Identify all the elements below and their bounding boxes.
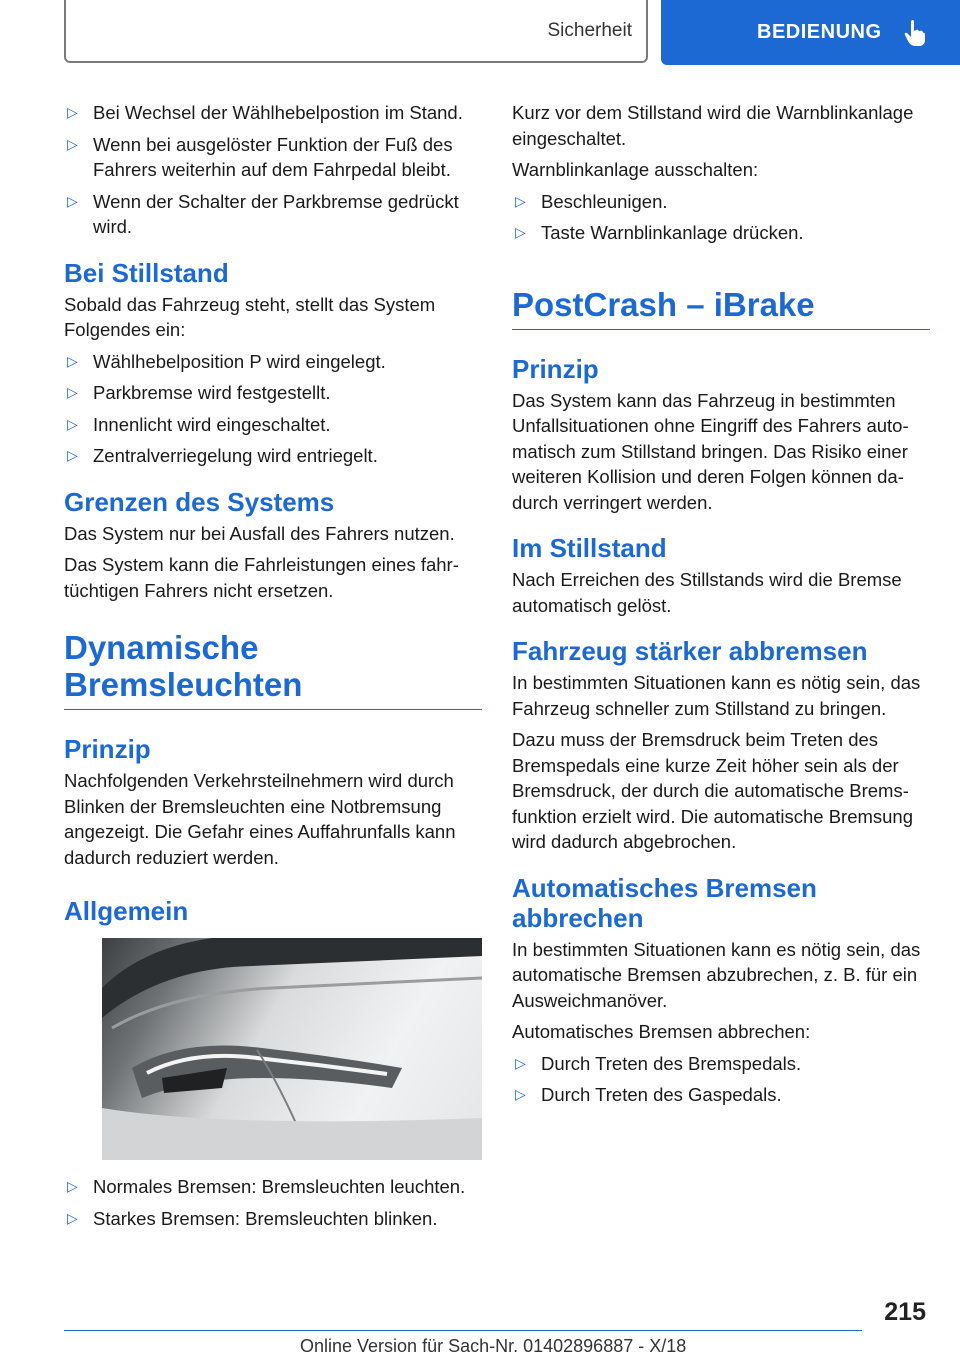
header-chapter-tab <box>661 0 960 65</box>
paragraph: In bestimmten Situationen kann es nötig sein, das Fahrzeug schneller zum Stillstand zu bringen. <box>512 672 921 719</box>
header-section-tab <box>64 0 648 63</box>
heading-prinzip: Prinzip <box>512 353 599 384</box>
intro-list <box>64 100 482 240</box>
triangle-bullet-icon: ▷ <box>515 224 526 240</box>
abbrechen-list <box>512 1051 930 1108</box>
list-item: ▷ Wählhebelposition P wird eingelegt. <box>64 349 482 375</box>
page-number: 215 <box>884 1298 926 1326</box>
paragraph: Nachfolgenden Verkehrsteilnehmern wird durch Blinken der Bremsleuchten eine Notbremsung angezeigt. Die Gefahr eines Auffahrunfalls kann dadurch reduziert werden. <box>64 770 456 868</box>
paragraph: Automatisches Bremsen abbrechen: <box>512 1021 811 1042</box>
footer-online-version: Online Version für Sach-Nr. 01402896887 - X/18 <box>300 1336 687 1356</box>
list-item: ▷ Taste Warnblinkanlage drücken. <box>512 220 930 246</box>
paragraph: Das System nur bei Ausfall des Fahrers nutzen. <box>64 522 455 544</box>
heading-bei-stillstand: Bei Stillstand <box>64 257 229 288</box>
list-item: ▷ Wenn bei ausgelöster Funktion der Fuß des Fahrers weiterhin auf dem Fahrpedal bleibt. <box>67 133 453 180</box>
paragraph: Das System kann das Fahrzeug in bestimmten Unfallsituationen ohne Eingriff des Fahrers automatisch zum Stillstand bringen. Das Risiko einer weiteren Kollision und deren Folgen können dadurch verringert werden. <box>512 389 909 513</box>
heading-prinzip: Prinzip <box>64 734 151 764</box>
footer-divider <box>64 1330 862 1331</box>
triangle-bullet-icon: ▷ <box>515 192 526 209</box>
paragraph: Das System kann die Fahrleistungen eines fahrtüchtigen Fahrers nicht ersetzen. <box>64 554 459 601</box>
paragraph: Warnblinkanlage ausschalten: <box>512 159 759 180</box>
right-column <box>512 100 930 1114</box>
heading-automatisches-bremsen-abbrechen: Automatisches Bremsen abbrechen <box>512 872 817 933</box>
list-item: ▷ Wenn der Schalter der Parkbremse gedrückt wird. <box>67 190 459 237</box>
triangle-bullet-icon: ▷ <box>67 1178 78 1194</box>
header-section-label: Sicherheit <box>547 19 632 41</box>
triangle-bullet-icon: ▷ <box>67 1209 78 1226</box>
heading-postcrash-ibrake: PostCrash – iBrake <box>512 286 930 330</box>
warnblink-list <box>512 189 930 246</box>
triangle-bullet-icon: ▷ <box>67 384 78 400</box>
triangle-bullet-icon: ▷ <box>67 415 78 432</box>
allgemein-list <box>64 1174 482 1231</box>
list-item: ▷ Zentralverriegelung wird entriegelt. <box>64 443 482 469</box>
heading-im-stillstand: Im Stillstand <box>512 533 667 563</box>
triangle-bullet-icon: ▷ <box>67 104 78 120</box>
list-item: ▷ Normales Bremsen: Bremsleuchten leuchten. <box>64 1174 482 1200</box>
triangle-bullet-icon: ▷ <box>515 1054 526 1071</box>
list-item: ▷ Durch Treten des Bremspedals. <box>512 1051 930 1077</box>
heading-fahrzeug-staerker-abbremsen: Fahrzeug stärker abbremsen <box>512 636 868 666</box>
paragraph: In bestimmten Situationen kann es nötig sein, das automatische Bremsen abzubrechen, z. B. für ein Ausweichmanöver. <box>512 938 921 1011</box>
list-item: ▷ Parkbremse wird festgestellt. <box>64 380 482 406</box>
triangle-bullet-icon: ▷ <box>67 352 78 369</box>
list-item: ▷ Beschleunigen. <box>512 189 930 215</box>
header-chapter-label: BEDIENUNG <box>757 21 882 43</box>
triangle-bullet-icon: ▷ <box>67 447 78 463</box>
triangle-bullet-icon: ▷ <box>67 192 78 209</box>
list-item: ▷ Bei Wechsel der Wählhebelpostion im Stand. <box>64 100 482 126</box>
heading-allgemein: Allgemein <box>64 896 189 926</box>
hand-pointer-icon <box>904 19 926 47</box>
paragraph: Nach Erreichen des Stillstands wird die Bremse automatisch gelöst. <box>512 569 902 616</box>
triangle-bullet-icon: ▷ <box>67 135 78 152</box>
list-item: ▷ Durch Treten des Gaspedals. <box>512 1082 930 1108</box>
paragraph: Sobald das Fahrzeug steht, stellt das System Folgendes ein: <box>64 293 436 340</box>
heading-dynamische-bremsleuchten: Dynamische Bremsleuchten <box>64 629 482 710</box>
stillstand-list <box>64 349 482 469</box>
triangle-bullet-icon: ▷ <box>515 1086 526 1102</box>
paragraph: Dazu muss der Bremsdruck beim Treten des Bremspedals eine kurze Zeit höher sein als der Bremsdruck, der durch die automatische Bremsfunktion erzielt wird. Die automatische Bremsung wird dadurch abgebrochen. <box>512 729 914 852</box>
paragraph: Kurz vor dem Stillstand wird die Warnblinkanlage eingeschaltet. <box>512 102 914 149</box>
list-item: ▷ Innenlicht wird eingeschaltet. <box>64 412 482 438</box>
heading-grenzen: Grenzen des Systems <box>64 486 335 517</box>
brake-light-illustration <box>102 938 482 1160</box>
list-item: ▷ Starkes Bremsen: Bremsleuchten blinken. <box>64 1206 482 1232</box>
left-column <box>64 100 482 1237</box>
